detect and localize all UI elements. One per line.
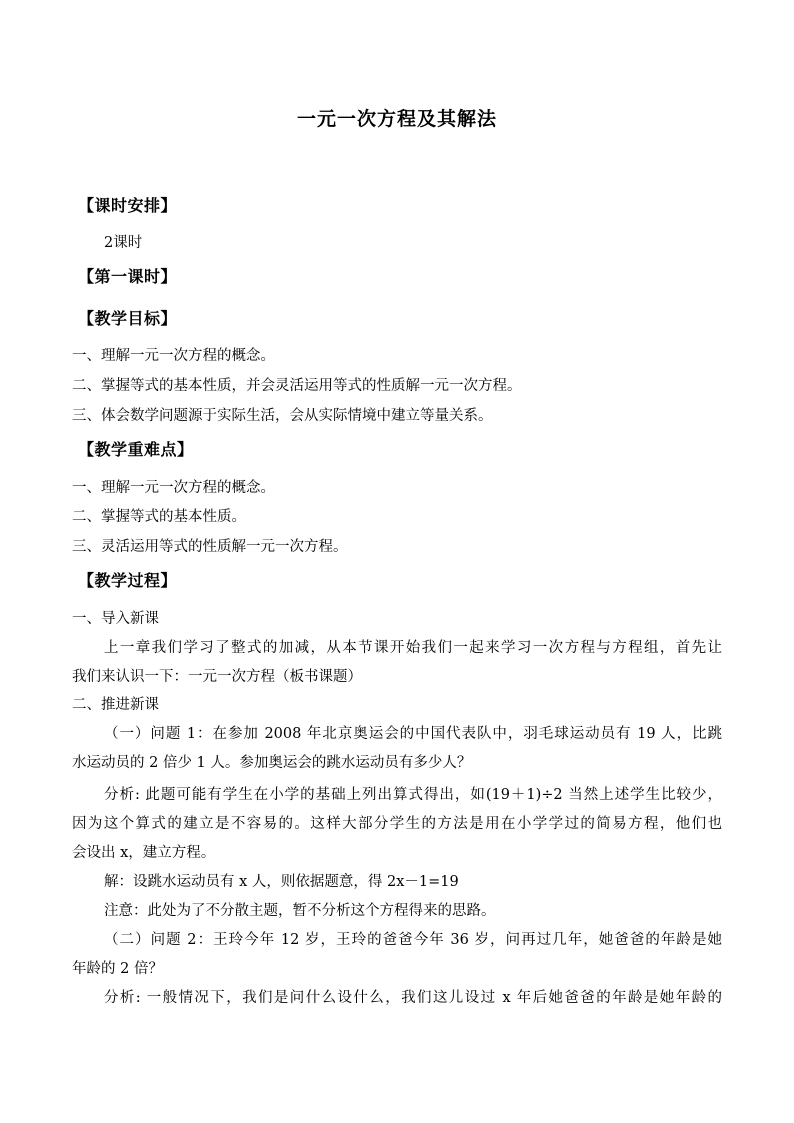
process-line: 水运动员的 2 倍少 1 人。参加奥运会的跳水运动员有多少人？: [72, 755, 472, 771]
objective-item: 一、理解一元一次方程的概念。: [72, 348, 275, 364]
process-line: 解：设跳水运动员有 x 人，则依据题意，得 2x－1=19: [104, 874, 459, 890]
process-line: 一、导入新课: [72, 611, 159, 627]
process-line: 会设出 x，建立方程。: [72, 845, 216, 861]
process-line: 年龄的 2 倍？: [72, 961, 163, 977]
process-line: 注意：此处为了不分散主题，暂不分析这个方程得来的思路。: [104, 903, 496, 919]
key-point-item: 二、掌握等式的基本性质。: [72, 509, 246, 525]
key-points-heading: 【教学重难点】: [78, 440, 194, 459]
process-line: 我们来认识一下：一元一次方程（板书课题）: [72, 669, 362, 685]
process-line: 分析: 一般情况下，我们是问什么设什么，我们这儿设过 x 年后她爸爸的年龄是她年龄的: [104, 990, 722, 1006]
objective-item: 三、体会数学问题源于实际生活，会从实际情境中建立等量关系。: [72, 408, 493, 424]
process-line: 二、推进新课: [72, 697, 159, 713]
process-line: 因为这个算式的建立是不容易的。这样大部分学生的方法是用在小学学过的简易方程，他们也: [72, 816, 722, 832]
key-point-item: 一、理解一元一次方程的概念。: [72, 480, 275, 496]
document-title: 一元一次方程及其解法: [296, 108, 497, 130]
process-line: （一）问题 1：在参加 2008 年北京奥运会的中国代表队中，羽毛球运动员有 19 人，比跳: [104, 726, 722, 742]
process-line: 分析: 此题可能有学生在小学的基础上列出算式得出，如(19＋1)÷2 当然上述学生比较少，: [104, 787, 722, 803]
lesson1-heading: 【第一课时】: [78, 267, 178, 286]
objectives-heading: 【教学目标】: [78, 309, 178, 328]
process-line: 上一章我们学习了整式的加减，从本节课开始我们一起来学习一次方程与方程组，首先让: [104, 640, 722, 656]
key-point-item: 三、灵活运用等式的性质解一元一次方程。: [72, 539, 348, 555]
objective-item: 二、掌握等式的基本性质，并会灵活运用等式的性质解一元一次方程。: [72, 378, 522, 394]
process-heading: 【教学过程】: [78, 571, 178, 590]
schedule-heading: 【课时安排】: [78, 196, 178, 215]
process-line: （二）问题 2：王玲今年 12 岁，王玲的爸爸今年 36 岁，问再过几年，她爸爸的年龄是她: [104, 932, 722, 948]
schedule-text: 2课时: [104, 235, 143, 251]
